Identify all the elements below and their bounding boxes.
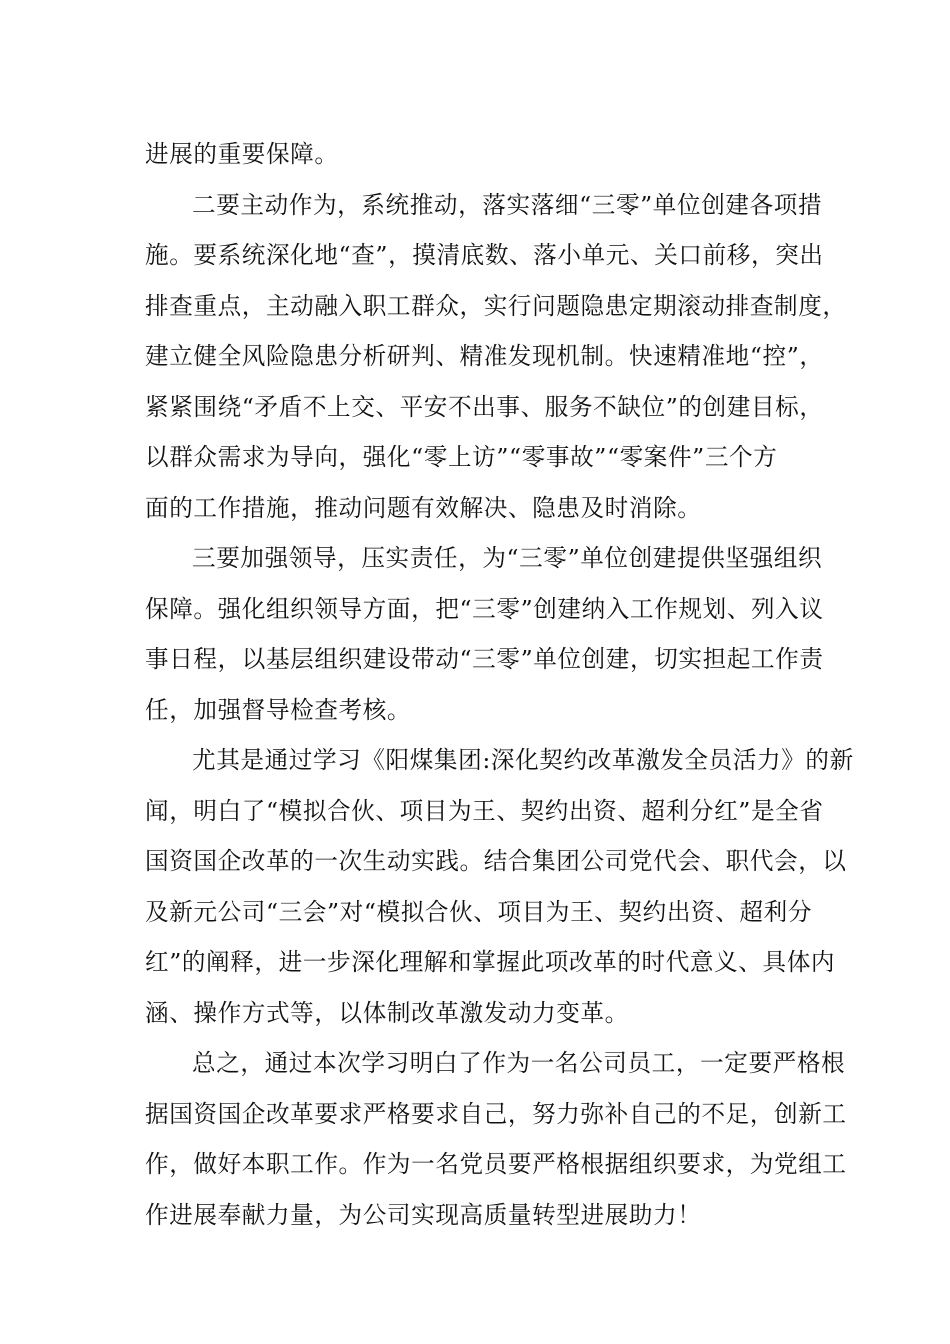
text-line: 闻，明白了“模拟合伙、项目为王、契约出资、超利分红”是全省 xyxy=(145,796,824,825)
paragraph-1 xyxy=(145,129,807,180)
text-line: 建立健全风险隐患分析研判、精准发现机制。快速精准地“控”， xyxy=(145,342,824,370)
text-line: 作，做好本职工作。作为一名党员要严格根据组织要求，为党组工 xyxy=(145,1150,847,1178)
paragraph-5 xyxy=(145,1038,847,1240)
text-line: 及新元公司“三会”对“模拟合伙、项目为王、契约出资、超利分 xyxy=(145,897,813,926)
text-line: 作进展奉献力量，为公司实现高质量转型进展助力！ xyxy=(145,1200,702,1229)
text-line: 保障。强化组织领导方面，把“三零”创建纳入工作规划、列入议 xyxy=(145,594,824,623)
text-line: 排查重点，主动融入职工群众，实行问题隐患定期滚动排查制度， xyxy=(145,291,847,320)
text-line: 红”的阐释，进一步深化理解和掌握此项改革的时代意义、具体内 xyxy=(145,948,836,976)
text-line: 总之，通过本次学习明白了作为一名公司员工，一定要严格根 xyxy=(192,1049,846,1077)
text-line: 据国资国企改革要求严格要求自己，努力弥补自己的不足，创新工 xyxy=(145,1099,847,1128)
text-line: 国资国企改革的一次生动实践。结合集团公司党代会、职代会，以 xyxy=(145,847,847,875)
text-line: 三要加强领导，压实责任，为“三零”单位创建提供坚强组织 xyxy=(192,544,823,572)
text-line: 事日程，以基层组织建设带动“三零”单位创建，切实担起工作责 xyxy=(145,645,824,673)
text-line: 进展的重要保障。 xyxy=(145,140,339,168)
text-line: 以群众需求为导向，强化“零上访”“零事故”“零案件”三个方 xyxy=(145,443,778,471)
paragraph-3 xyxy=(145,533,824,735)
text-line: 二要主动作为，系统推动，落实落细“三零”单位创建各项措 xyxy=(192,190,823,219)
paragraph-2 xyxy=(145,180,847,534)
text-line: 施。要系统深化地“查”，摸清底数、落小单元、关口前移，突出 xyxy=(145,241,824,269)
text-line: 尤其是通过学习《阳煤集团:深化契约改革激发全员活力》的新 xyxy=(192,746,854,774)
text-line: 涵、操作方式等，以体制改革激发动力变革。 xyxy=(145,998,629,1027)
document-body xyxy=(145,129,854,1240)
paragraph-4 xyxy=(145,735,854,1038)
text-line: 面的工作措施，推动问题有效解决、隐患及时消除。 xyxy=(145,493,702,522)
text-line: 任，加强督导检查考核。 xyxy=(145,695,412,724)
text-line: 紧紧围绕“矛盾不上交、平安不出事、服务不缺位”的创建目标， xyxy=(145,392,824,421)
